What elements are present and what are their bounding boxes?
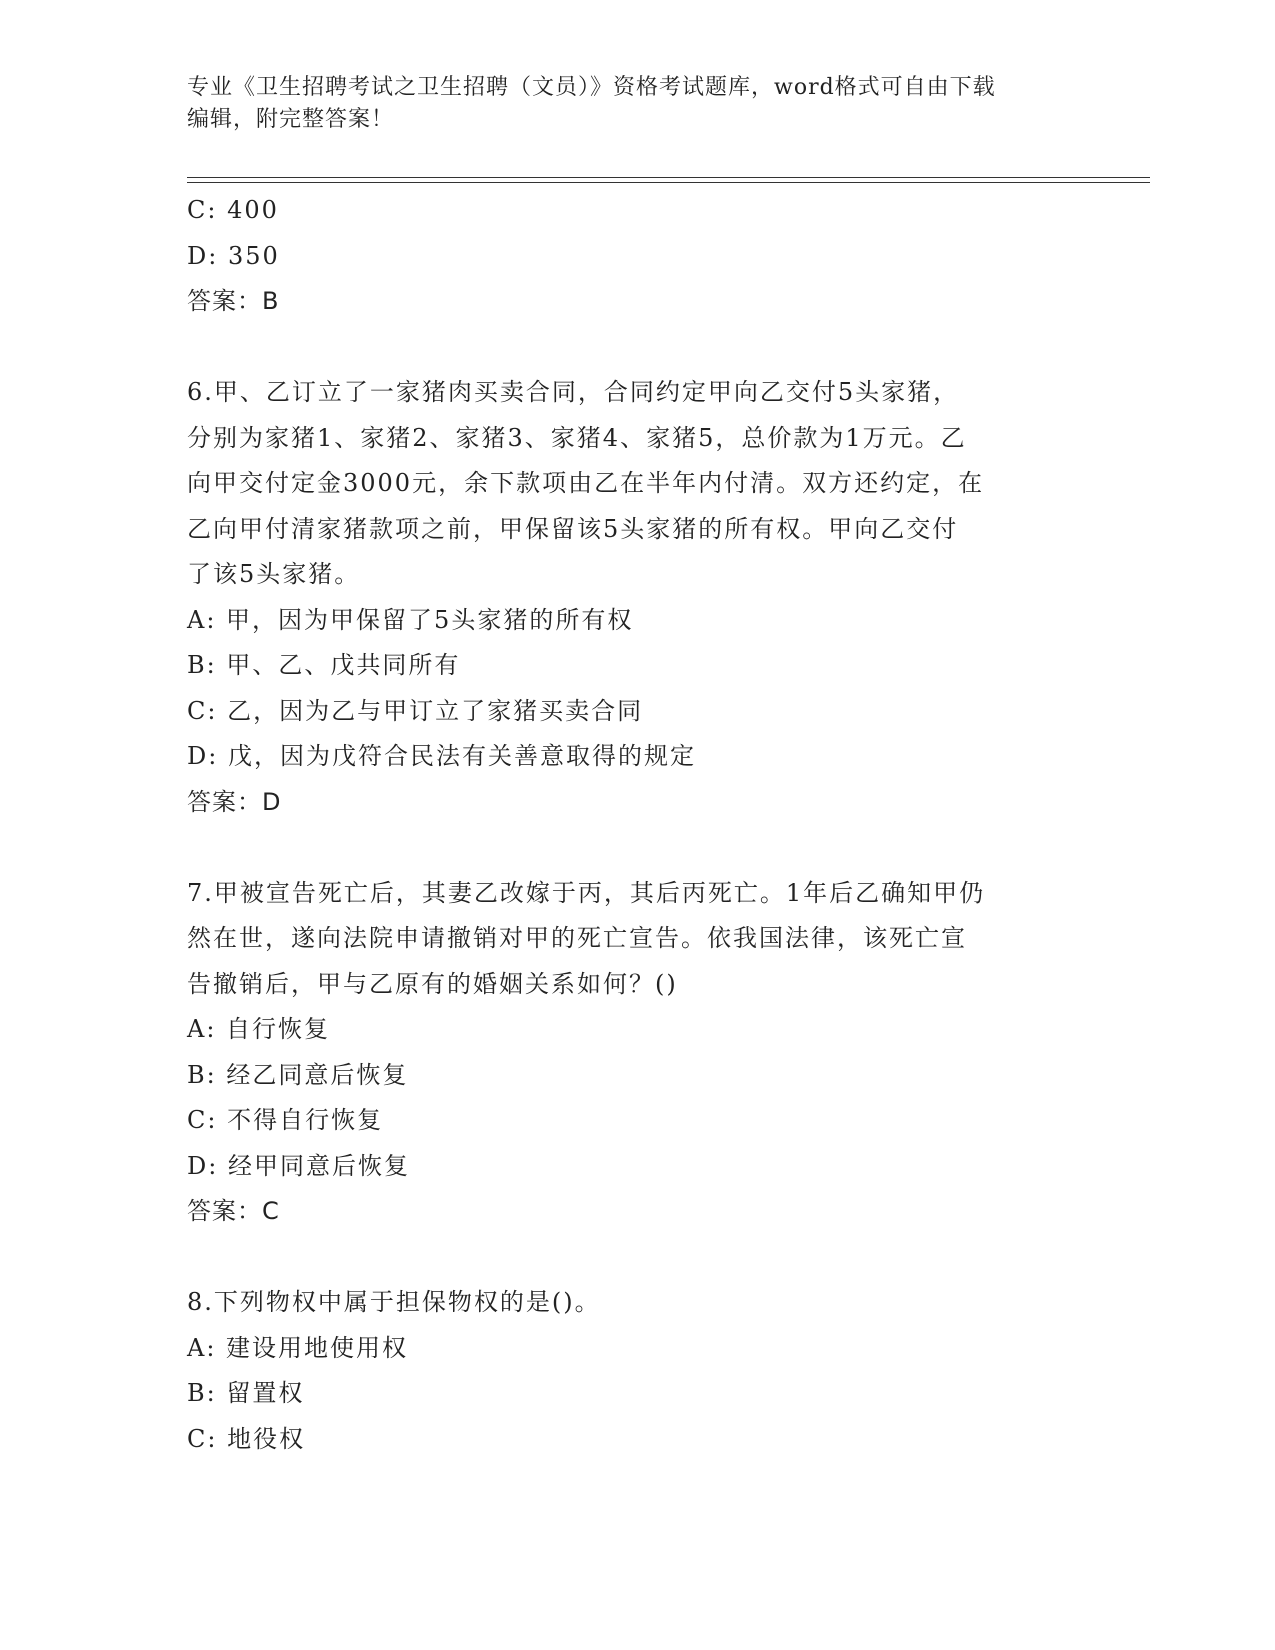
question-7-option-c: C: 不得自行恢复 xyxy=(187,1106,384,1134)
document-header xyxy=(187,72,1087,136)
header-line-2: 编辑，附完整答案！ xyxy=(187,107,395,132)
question-8-option-c: C: 地役权 xyxy=(187,1424,306,1453)
question-6-stem-line: 了该5头家猪。 xyxy=(187,560,361,588)
question-7 xyxy=(187,871,1087,1235)
header-divider-bottom xyxy=(187,182,1150,183)
question-6-option-c: C: 乙，因为乙与甲订立了家猪买卖合同 xyxy=(187,696,644,725)
question-6 xyxy=(187,370,1087,825)
question-5-option-c: C: 400 xyxy=(187,196,279,224)
question-7-stem-line: 然在世，遂向法院申请撤销对甲的死亡宣告。依我国法律，该死亡宣 xyxy=(187,924,967,952)
header-divider-top xyxy=(187,177,1150,178)
question-8-option-a: A: 建设用地使用权 xyxy=(187,1333,409,1362)
question-6-stem-line: 6.甲、乙订立了一家猪肉买卖合同，合同约定甲向乙交付5头家猪， xyxy=(187,378,960,406)
question-6-stem-line: 乙向甲付清家猪款项之前，甲保留该5头家猪的所有权。甲向乙交付 xyxy=(187,514,959,543)
header-line-1: 专业《卫生招聘考试之卫生招聘（文员）》资格考试题库，word格式可自由下载 xyxy=(187,75,996,100)
spacer xyxy=(187,825,1087,871)
question-6-stem-line: 分别为家猪1、家猪2、家猪3、家猪4、家猪5，总价款为1万元。乙 xyxy=(187,423,967,452)
spacer xyxy=(187,325,1087,371)
question-6-option-d: D: 戊，因为戊符合民法有关善意取得的规定 xyxy=(187,742,696,770)
question-6-option-b: B: 甲、乙、戊共同所有 xyxy=(187,651,461,679)
question-5 xyxy=(187,188,1087,325)
question-8-stem-line: 8.下列物权中属于担保物权的是()。 xyxy=(187,1288,601,1316)
question-8 xyxy=(187,1280,1087,1462)
question-7-stem-line: 7.甲被宣告死亡后，其妻乙改嫁于丙，其后丙死亡。1年后乙确知甲仍 xyxy=(187,878,986,907)
question-8-option-b: B: 留置权 xyxy=(187,1379,305,1407)
question-7-option-a: A: 自行恢复 xyxy=(187,1015,331,1043)
question-6-stem-line: 向甲交付定金3000元，余下款项由乙在半年内付清。双方还约定，在 xyxy=(187,469,985,497)
question-6-answer: 答案：D xyxy=(187,787,282,816)
question-7-stem-line: 告撤销后，甲与乙原有的婚姻关系如何？() xyxy=(187,969,678,998)
question-5-option-d: D: 350 xyxy=(187,241,280,270)
question-6-option-a: A: 甲，因为甲保留了5头家猪的所有权 xyxy=(187,605,634,634)
question-7-answer: 答案：C xyxy=(187,1197,280,1225)
document-body xyxy=(187,188,1087,1462)
question-7-option-d: D: 经甲同意后恢复 xyxy=(187,1151,410,1180)
question-5-answer: 答案：B xyxy=(187,287,280,315)
spacer xyxy=(187,1235,1087,1281)
question-7-option-b: B: 经乙同意后恢复 xyxy=(187,1060,409,1089)
